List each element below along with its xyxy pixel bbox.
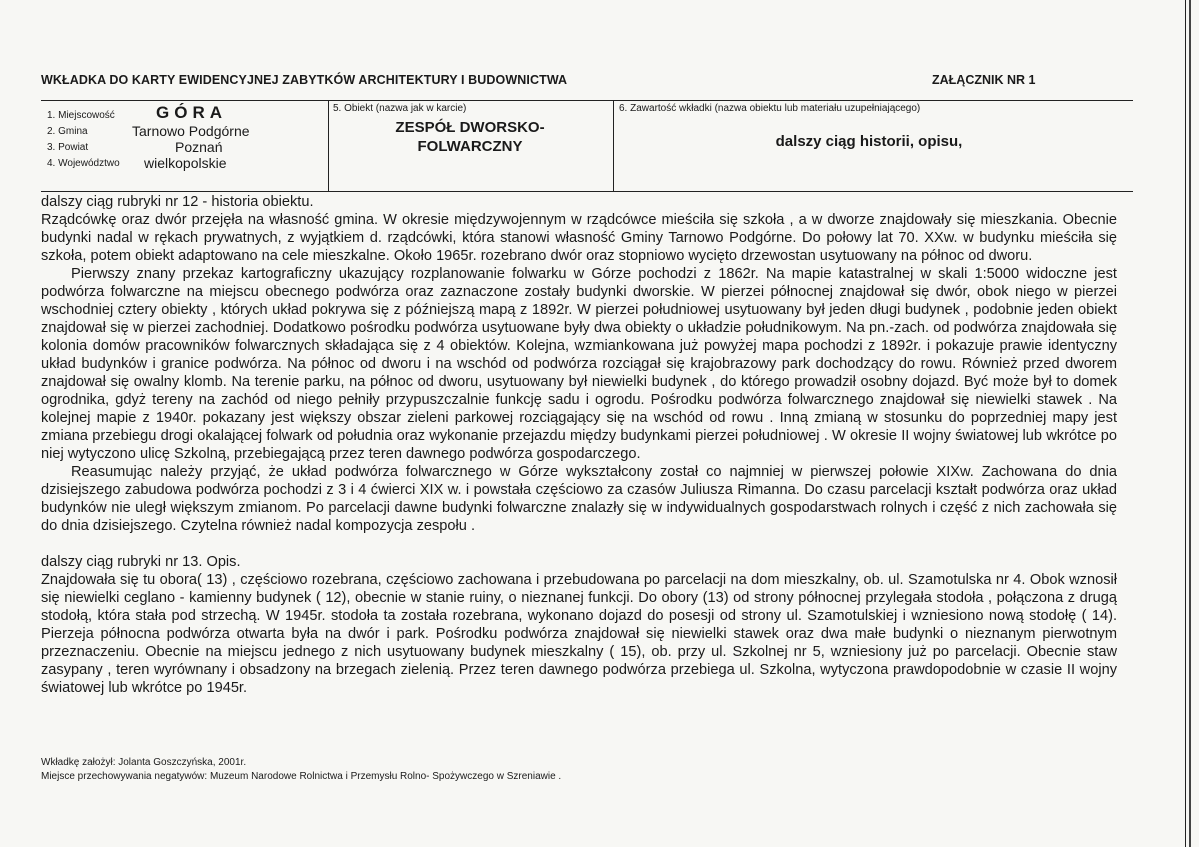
content-value: dalszy ciąg historii, opisu, bbox=[775, 133, 963, 150]
place-label: 1. Miejscowość bbox=[47, 110, 115, 121]
header-divider-1 bbox=[328, 100, 329, 191]
history-paragraph-3: Reasumując należy przyjąć, że układ podwórza folwarcznego w Górze wykształcony został co najmniej w pierwszej połowie XIXw. Zachowana do dnia dzisiejszego zabudowa podwórza pochodzi z 3 i 4 ćwierci XIX w. i powstała częściowo za czasów Juliusza Rimanna. Do czasu parcelacji kształt podwórza oraz układ budynków nie uległ większym zmianom. Po parcelacji dawne budynki folwarczne znalazły się w indywidualnych gospodarstwach rolnych i część z nich zachowała się do dnia dzisiejszego. Czytelna również nadal kompozycja zespołu . bbox=[41, 464, 1117, 534]
history-heading: dalszy ciąg rubryki nr 12 - historia obiektu. bbox=[41, 194, 314, 210]
commune-label: 2. Gmina bbox=[47, 126, 88, 137]
district-value: Poznań bbox=[175, 139, 223, 155]
description-paragraph-1: Znajdowała się tu obora( 13) , częściowo rozebrana, częściowo zachowana i przebudowana po parcelacji na dom mieszkalny, ob. ul. Szamotulska nr 4. Obok wznosił się niewielki ceglano - kamienny budynek ( 12), obecnie w stanie ruiny, o nieznanej funkcji. Do obory (13) od strony północnej przylegała stodoła , połączona z drugą stodołą, która stała pod strzechą. W 1945r. stodoła ta została rozebrana, wykonano dojazd do posesji od strony ul. Szamotulskiej i wzniesiono nową stodołę ( 14). Pierzeja północna podwórza otwarta była na dwór i park. Pośrodku podwórza znajdował się niewielki stawek oraz dwa małe budynki o nieznanym pierwotnym przeznaczeniu. Obecnie na miejscu jednego z nich usytuowany budynek mieszkalny ( 15), ob. przy ul. Szkolnej nr 5, wzniesiony już po parcelacji. Obecnie staw zasypany , teren wyrównany i obsadzony na brzegach zielenią. Przez teren dawnego podwórza przebiega ul. Szkolna, wytyczona prawdopodobnie w czasie II wojny światowej lub wkrótce po 1945r. bbox=[41, 572, 1117, 696]
page-edge-line bbox=[1185, 0, 1186, 847]
paragraph-gap bbox=[41, 535, 1117, 553]
object-label: 5. Obiekt (nazwa jak w karcie) bbox=[333, 103, 467, 114]
history-paragraph-2: Pierwszy znany przekaz kartograficzny ukazujący rozplanowanie folwarku w Górze pochodzi z 1862r. Na mapie katastralnej w skali 1:5000 widoczne jest podwórza folwarczne na miejscu obecnego podwórza oraz zaznaczone zostały budynki dworskie. W pierzei północnej znajdował się dwór, obok niego w pierzei wschodniej cztery obiekty , których układ pokrywa się z późniejszą mapą z 1892r. W pierzei południowej usytuowany był jeden długi budynek , podobnie jeden obiekt znajdował się w pierzei zachodniej. Dodatkowo pośrodku podwórza usytuowane były dwa obiekty o układzie południkowym. Na pn.-zach. od podwórza znajdowała się kolonia domów pracowników folwarcznych składająca się z 4 obiektów. Kolejna, wzmiankowana już powyżej mapa pochodzi z 1892r. i pokazuje prawie identyczny układ budynków i granice podwórza. Na północ od dworu i na wschód od podwórza rozciągał się krajobrazowy park dochodzący do rowu. Również przed dworem znajdował się owalny klomb. Na terenie parku, na północ od dworu, usytuowany był niewielki budynek , do którego prowadził osobny dojazd. Być może był to domek ogrodnika, gdyż tereny na zachód od niego pełniły przypuszczalnie funkcję sadu i ogrodu. Pośrodku podwórza folwarcznego znajdował się niewielki stawek . Na kolejnej mapie z 1940r. pokazany jest większy obszar zieleni parkowej rozciągający się na wschód od rowu . Inną zmianą w stosunku do poprzedniej mapy jest zmiana przebiegu drogi okalającej folwark od południa oraz wykonanie przejazdu między budynkami pierzei południowej . W okresie II wojny światowej lub wkrótce po niej wytyczono ulicę Szkolną, przebiegającą przez teren dawnego podwórza gospodarczego. bbox=[41, 266, 1117, 462]
header-top-rule bbox=[41, 100, 1133, 101]
place-value: GÓRA bbox=[156, 103, 227, 122]
voivodeship-label: 4. Województwo bbox=[47, 158, 120, 169]
district-label: 3. Powiat bbox=[47, 142, 89, 153]
sheet-title: WKŁADKA DO KARTY EWIDENCYJNEJ ZABYTKÓW ARCHITEKTURY I BUDOWNICTWA bbox=[41, 73, 568, 87]
author-note: Wkładkę założył: Jolanta Goszczyńska, 2001r. bbox=[41, 757, 247, 768]
body-text bbox=[41, 193, 1117, 697]
content-label: 6. Zawartość wkładki (nazwa obiektu lub materiału uzupełniającego) bbox=[619, 103, 921, 114]
object-name bbox=[340, 118, 600, 156]
object-name-line2: FOLWARCZNY bbox=[417, 138, 523, 155]
storage-note: Miejsce przechowywania negatywów: Muzeum Narodowe Rolnictwa i Przemysłu Rolno- Spożywczego w Szreniawie . bbox=[41, 771, 562, 782]
annex-number: ZAŁĄCZNIK NR 1 bbox=[932, 73, 1036, 87]
voivodeship-value: wielkopolskie bbox=[144, 155, 227, 171]
history-paragraph-1: Rządcówkę oraz dwór przejęła na własność gmina. W okresie międzywojennym w rządcówce mieściła się szkoła , a w dworze znajdowały się mieszkania. Obecnie budynki nadal w rękach prywatnych, z wyjątkiem d. rządcówki, która stanowi własność Gminy Tarnowo Podgórne. Do połowy lat 70. XXw. w budynku mieściła się szkoła, potem obiekt adaptowano na cele mieszkalne. Około 1965r. rozebrano dwór oraz stopniowo wycięto drzewostan usytuowany na północ od dworu. bbox=[41, 212, 1117, 264]
header-bottom-rule bbox=[41, 191, 1133, 192]
page-edge-line-outer bbox=[1189, 0, 1191, 847]
description-heading: dalszy ciąg rubryki nr 13. Opis. bbox=[41, 554, 241, 570]
commune-value: Tarnowo Podgórne bbox=[132, 123, 250, 139]
header-divider-2 bbox=[613, 100, 614, 191]
object-name-line1: ZESPÓŁ DWORSKO- bbox=[395, 119, 545, 136]
